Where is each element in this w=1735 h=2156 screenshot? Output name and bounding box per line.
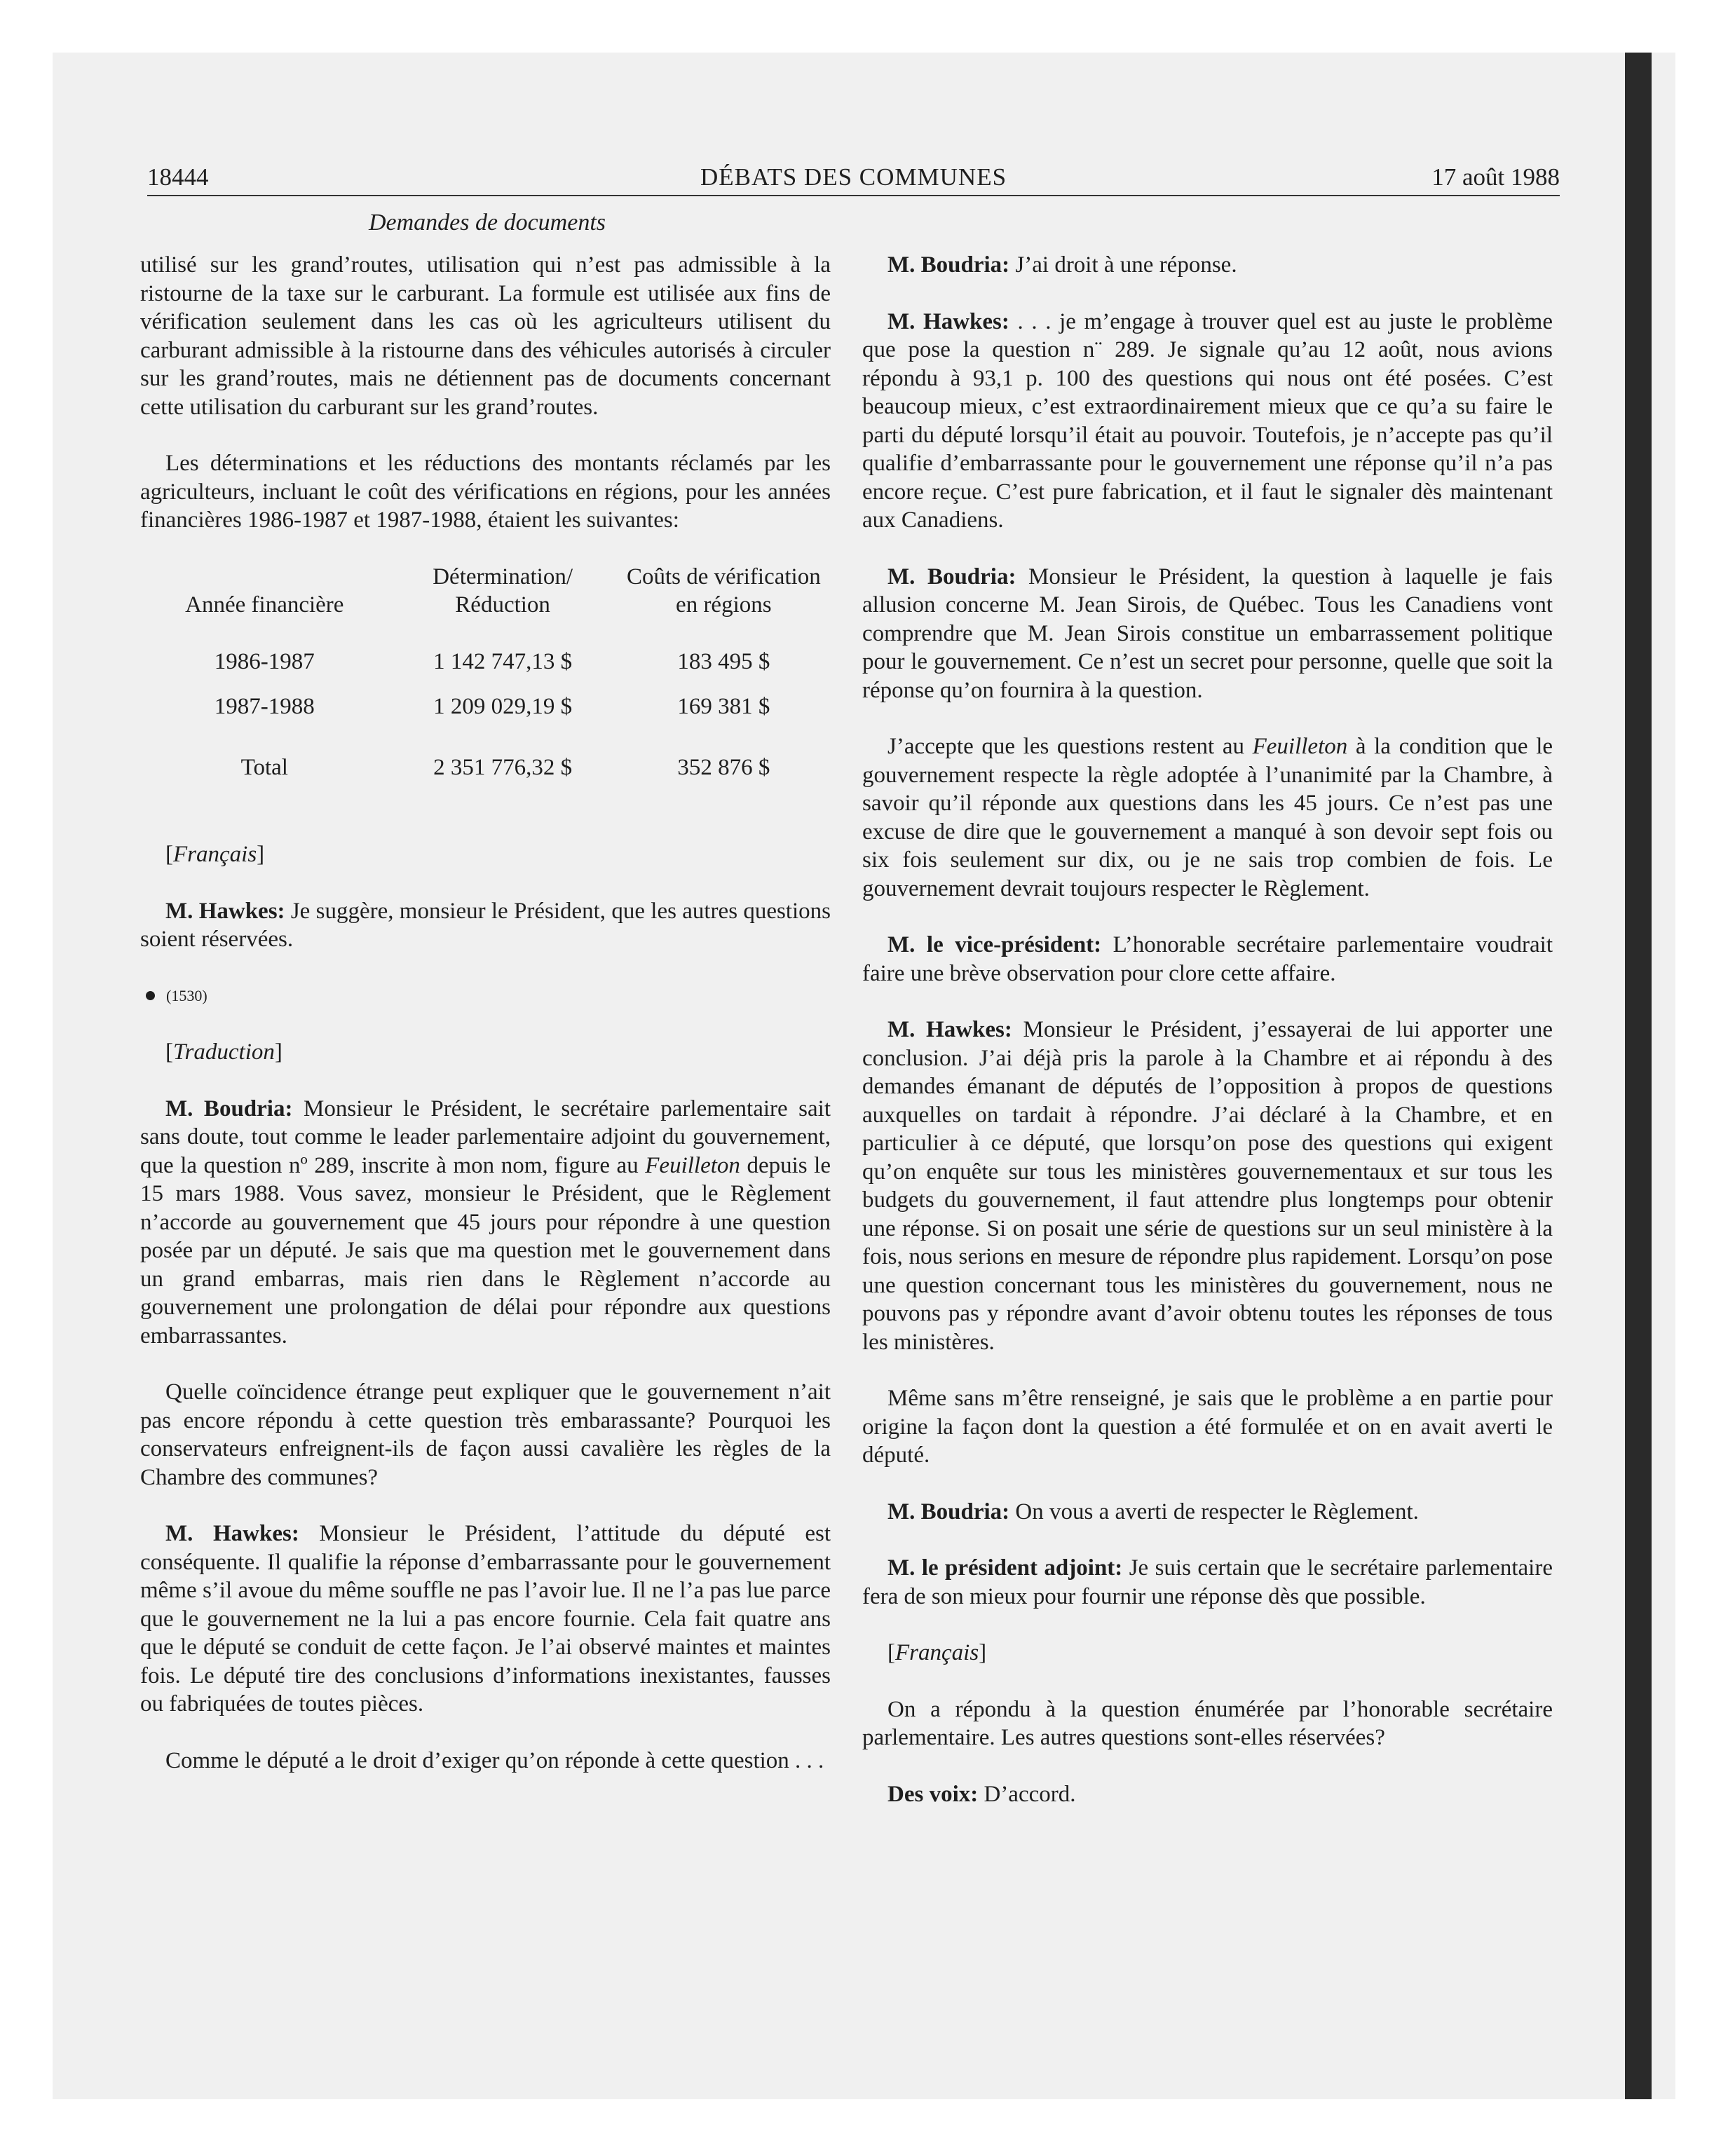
paragraph: Des voix: D’accord. [887,1781,1076,1807]
left-column [140,251,831,1803]
table-cell: 1 209 029,19 $ [433,694,573,719]
speaker-name: M. Hawkes: [887,1017,1012,1042]
speaker-name: M. Boudria: [887,564,1016,589]
table-row [140,692,831,738]
speaker-name: M. Boudria: [887,252,1010,278]
paragraph: M. Hawkes: Monsieur le Président, j’essayerai de lui apporter une conclusion. J’ai déjà pris la parole à la Chambre et ai répondu à des demandes émanant de députés de l’opposition à propos de questions auxquelles on tardait à répondre. J’ai déclaré à la Chambre, et en particulier à ce député, que lorsqu’on pose des questions qui exigent qu’on enquête sur tous les ministères gouvernementaux et sur tous les budgets du gouvernement, il faut attendre plus longtemps pour obtenir une réponse. Si on posait une série de questions sur un seul ministère à la fois, nous serions en mesure de répondre plus rapidement. Lorsqu’on pose une question concernant tous les ministères du gouvernement, nous ne pouvons pas y répondre avant d’avoir obtenu toutes les réponses de tous les ministères. [862,1017,1553,1355]
paragraph: M. Boudria: On vous a averti de respecter le Règlement. [887,1499,1419,1524]
language-marker: [Français] [887,1640,987,1665]
speaker-name: M. le vice-président: [887,932,1102,957]
table-cell: Total [240,754,288,780]
paragraph: Les déterminations et les réductions des montants réclamés par les agriculteurs, incluant le coût des vérifications en régions, pour les années financières 1986-1987 et 1987-1988, étaient les suivantes: [140,451,831,533]
speaker-name: M. Boudria: [165,1096,293,1121]
publication-title: DÉBATS DES COMMUNES [700,163,1007,191]
page-number: 18444 [147,163,209,191]
financial-table [140,563,831,799]
table-total-row [140,738,831,799]
table-cell: 183 495 $ [677,648,770,674]
speaker-name: M. le président adjoint: [887,1555,1123,1581]
paragraph: Comme le député a le droit d’exiger qu’on réponde à cette question . . . [165,1747,824,1773]
language-marker: [Traduction] [165,1039,283,1065]
scan-edge-bar [1625,53,1652,2099]
time-marker: (1530) [140,982,831,1011]
table-header: Coûts de vérification en régions [626,564,821,618]
table-cell: 169 381 $ [677,694,770,719]
language-marker: [Français] [165,842,265,867]
bullet-icon [146,991,155,1000]
paragraph: M. le président adjoint: Je suis certain que le secrétaire parlementaire fera de son mieux pour fournir une réponse dès que possible. [862,1555,1553,1609]
paragraph: M. Hawkes: Monsieur le Président, l’attitude du député est conséquente. Il qualifie la réponse d’embarrassante pour le gouvernement même s’il avoue du même souffle ne pas l’avoir lue. Il ne l’a pas lue parce que le gouvernement ne la lui a pas encore fournie. Cela fait quatre ans que le député se conduit de cette façon. Je l’ai observé maintes et maintes fois. Le député tire des conclusions d’informations inexistantes, fausses ou fabriquées de toutes pièces. [140,1521,831,1717]
section-title: Demandes de documents [368,210,606,236]
table-row [140,648,831,693]
paragraph: J’accepte que les questions restent au Feuilleton à la condition que le gouvernement respecte la règle adoptée à l’unanimité par la Chambre, à savoir qu’il réponde aux questions dans les 45 jours. Ce n’est pas une excuse de dire que le gouvernement a manqué à son devoir sept fois ou six fois seulement sur dix, ou je ne sais trop combien de fois. Le gouvernement devrait toujours respecter le Règlement. [862,734,1553,901]
speaker-name: M. Hawkes: [165,898,285,924]
page-date: 17 août 1988 [1431,163,1560,191]
paragraph: utilisé sur les grand’routes, utilisation qui n’est pas admissible à la ristourne de la taxe sur le carburant. La formule est utilisée aux fins de vérification seulement dans les cas où les agriculteurs utilisent du carburant admissible à la ristourne dans des véhicules autorisés à circuler sur les grand’routes, mais ne détiennent pas de documents concernant cette utilisation du carburant sur les grand’routes. [140,252,831,420]
right-column [862,251,1553,1836]
table-header: Année financière [185,592,344,618]
speaker-name: M. Boudria: [887,1499,1010,1524]
paragraph: M. Boudria: J’ai droit à une réponse. [887,252,1237,278]
paragraph: M. Hawkes: Je suggère, monsieur le Président, que les autres questions soient réservées. [140,898,831,952]
page-header [147,160,1560,195]
table-cell: 1986-1987 [214,648,315,674]
speaker-name: Des voix: [887,1781,979,1807]
paragraph: M. le vice-président: L’honorable secrétaire parlementaire voudrait faire une brève observation pour clore cette affaire. [862,932,1553,986]
paragraph: M. Boudria: Monsieur le Président, le secrétaire parlementaire sait sans doute, tout comme le leader parlementaire adjoint du gouvernement, que la question nº 289, inscrite à mon nom, figure au Feuilleton depuis le 15 mars 1988. Vous savez, monsieur le Président, que le Règlement n’accorde au gouvernement que 45 jours pour répondre à une question posée par un député. Je sais que ma question met le gouvernement dans un grand embarras, mais rien dans le Règlement n’accorde au gouvernement une prolongation de délai pour répondre aux questions embarrassantes. [140,1096,831,1349]
paragraph: On a répondu à la question énumérée par l’honorable secrétaire parlementaire. Les autres questions sont-elles réservées? [862,1696,1553,1750]
header-rule [147,195,1560,196]
table-cell: 352 876 $ [677,754,770,780]
table-header: Détermination/ Réduction [433,564,573,618]
paragraph: Même sans m’être renseigné, je sais que le problème a en partie pour origine la façon dont la question a été formulée et on en avait averti le député. [862,1386,1553,1468]
speaker-name: M. Hawkes: [165,1521,299,1546]
table-header-row [140,563,831,648]
table-cell: 2 351 776,32 $ [433,754,573,780]
speaker-name: M. Hawkes: [887,308,1009,334]
paragraph: M. Boudria: Monsieur le Président, la question à laquelle je fais allusion concerne M. Jean Sirois, de Québec. Tous les Canadiens vont comprendre que M. Jean Sirois constitue un embarrassement politique pour le gouvernement. Ce n’est un secret pour personne, quelle que soit la réponse qu’on fournira à la question. [862,564,1553,703]
paragraph: Quelle coïncidence étrange peut expliquer que le gouvernement n’ait pas encore répondu à cette question très embarassante? Pourquoi les conservateurs enfreignent-ils de façon aussi cavalière les règles de la Chambre des communes? [140,1379,831,1490]
table-cell: 1 142 747,13 $ [433,648,573,674]
table-cell: 1987-1988 [214,694,315,719]
paragraph: M. Hawkes: . . . je m’engage à trouver quel est au juste le problème que pose la question n¨ 289. Je signale qu’au 12 août, nous avions répondu à 93,1 p. 100 des questions qui nous ont été posées. C’est beaucoup mieux, c’est extraordinairement mieux que ce qu’a su faire le parti du député lorsqu’il était au pouvoir. Toutefois, je n’accepte pas qu’il qualifie d’embarrassante pour le gouvernement une réponse qu’il n’a pas encore reçue. C’est pure fabrication, et il faut le signaler dès maintenant aux Canadiens. [862,308,1553,533]
